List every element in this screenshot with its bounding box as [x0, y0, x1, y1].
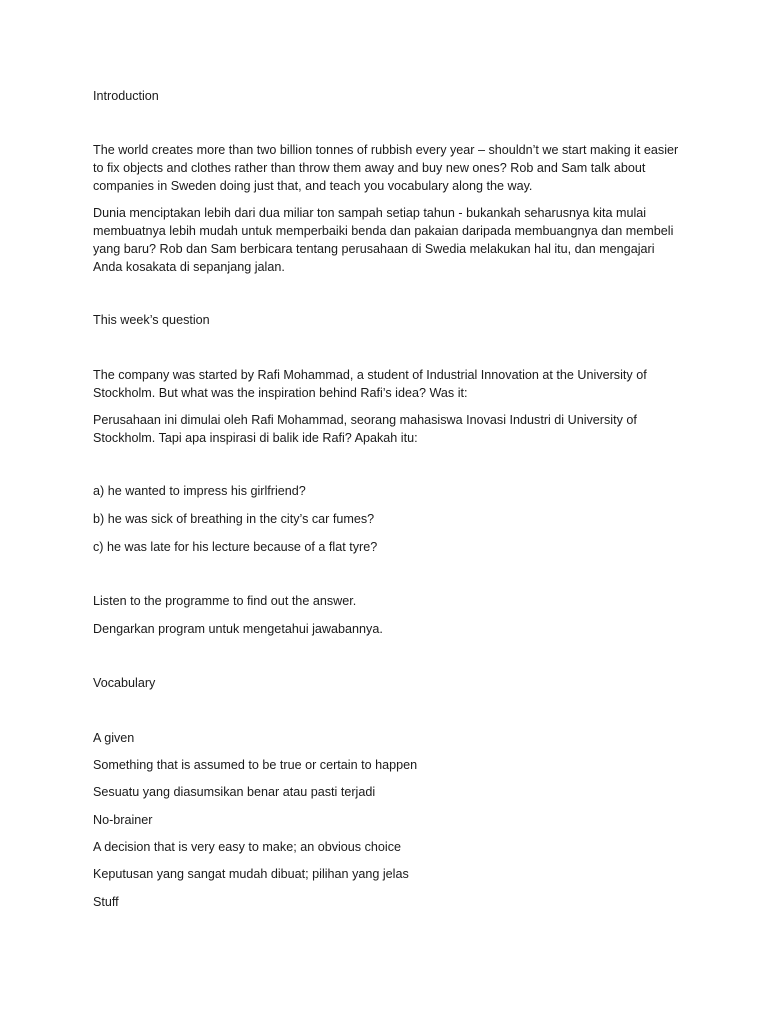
listen-indonesian-line: Dengarkan program untuk mengetahui jawabannya.	[93, 622, 383, 636]
question-heading: This week’s question	[93, 313, 210, 327]
vocabulary-definition-english: A decision that is very easy to make; an obvious choice	[93, 840, 402, 854]
vocabulary-term: No-brainer	[93, 813, 153, 827]
vocabulary-definition-indonesian: Sesuatu yang diasumsikan benar atau pasti terjadi	[93, 785, 376, 799]
question-option-a: a) he wanted to impress his girlfriend?	[93, 484, 306, 498]
vocabulary-term: A given	[93, 731, 135, 745]
vocabulary-term: Stuff	[93, 895, 119, 909]
question-english-paragraph: The company was started by Rafi Mohammad, a student of Industrial Innovation at the University of Stockholm. But what was the inspiration behind Rafi’s idea? Was it:	[93, 368, 647, 400]
introduction-english-paragraph: The world creates more than two billion tonnes of rubbish every year – shouldn’t we start making it easier to fix objects and clothes rather than throw them away and buy new ones? Rob and Sam talk about companies in Sweden doing just that, and teach you vocabulary along the way.	[93, 143, 679, 193]
question-option-b: b) he was sick of breathing in the city’s car fumes?	[93, 512, 375, 526]
vocabulary-heading: Vocabulary	[93, 676, 156, 690]
document-page	[93, 0, 683, 1024]
vocabulary-definition-english: Something that is assumed to be true or certain to happen	[93, 758, 418, 772]
introduction-heading: Introduction	[93, 89, 159, 103]
question-indonesian-paragraph: Perusahaan ini dimulai oleh Rafi Mohammad, seorang mahasiswa Inovasi Industri di University of Stockholm. Tapi apa inspirasi di balik ide Rafi? Apakah itu:	[93, 413, 637, 445]
question-option-c: c) he was late for his lecture because of a flat tyre?	[93, 540, 378, 554]
introduction-indonesian-paragraph: Dunia menciptakan lebih dari dua miliar ton sampah setiap tahun - bukankah seharusnya kita mulai membuatnya lebih mudah untuk memperbaiki benda dan pakaian daripada membuangnya dan membeli yang baru? Rob dan Sam berbicara tentang perusahaan di Swedia melakukan hal itu, dan mengajari Anda kosakata di sepanjang jalan.	[93, 206, 674, 274]
vocabulary-definition-indonesian: Keputusan yang sangat mudah dibuat; pilihan yang jelas	[93, 867, 409, 881]
listen-english-line: Listen to the programme to find out the answer.	[93, 594, 357, 608]
